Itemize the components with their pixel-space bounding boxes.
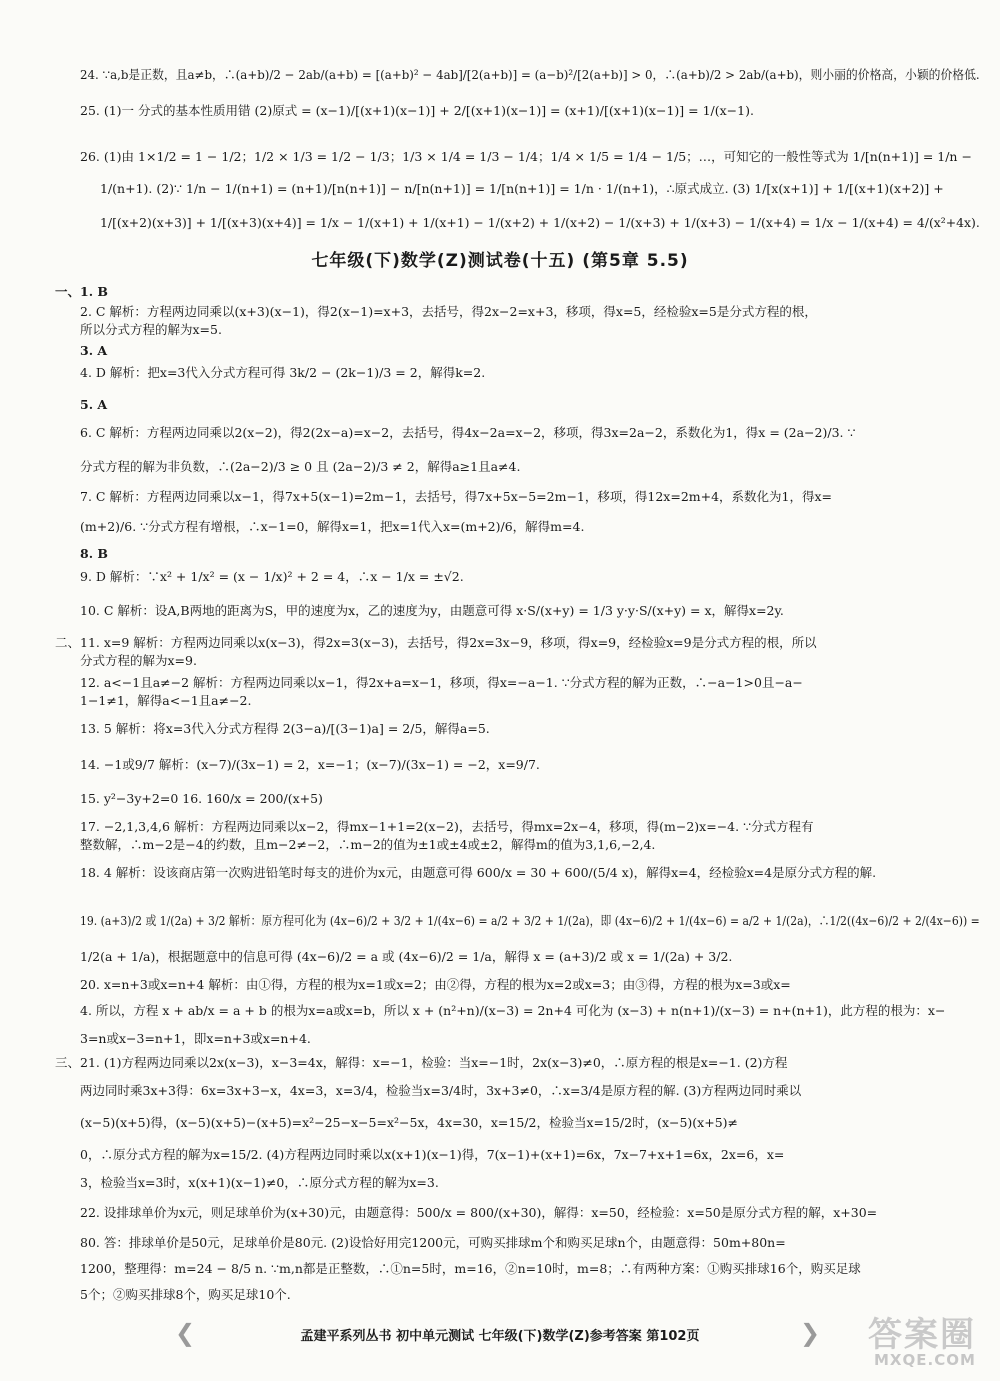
answer-22-line4: 5个；②购买排球8个，购买足球10个. xyxy=(80,1287,291,1302)
answer-1: 一、1. B xyxy=(55,284,108,299)
answer-24: 24. ∵a,b是正数，且a≠b，∴(a+b)/2 − 2ab/(a+b) = [(a+b)² − 4ab]/[2(a+b)] = (a−b)²/[2(a+b)] > 0，∴(a+b)/2 > 2ab/(a+b)，则小丽的价格高，小颖的价格低. xyxy=(80,67,980,82)
answer-26-line3: 1/[(x+2)(x+3)] + 1/[(x+3)(x+4)] = 1/x − 1/(x+1) + 1/(x+1) − 1/(x+2) + 1/(x+2) − 1/(x+3) + 1/(x+3) − 1/(x+4) = 1/x − 1/(x+4) = 4/(x²+4x). xyxy=(100,215,980,230)
chevron-right-icon: ❯ xyxy=(800,1319,821,1347)
answer-26-line1: 26. (1)由 1×1/2 = 1 − 1/2；1/2 × 1/3 = 1/2 − 1/3；1/3 × 1/4 = 1/3 − 1/4；1/4 × 1/5 = 1/4 − 1/5；…，可知它的一般性等式为 1/[n(n+1)] = 1/n − xyxy=(80,149,972,164)
answer-10: 10. C 解析：设A,B两地的距离为S，甲的速度为x，乙的速度为y，由题意可得 x·S/(x+y) = 1/3 y·y·S/(x+y) = x，解得x=2y. xyxy=(80,603,784,618)
answer-4: 4. D 解析：把x=3代入分式方程可得 3k/2 − (2k−1)/3 = 2，解得k=2. xyxy=(80,365,486,380)
answer-7-line1: 7. C 解析：方程两边同乘以x−1，得7x+5(x−1)=2m−1，去括号，得7x+5x−5=2m−1，移项，得12x=2m+4，系数化为1，得x= xyxy=(80,489,833,504)
answer-9: 9. D 解析：∵x² + 1/x² = (x − 1/x)² + 2 = 4，∴x − 1/x = ±√2. xyxy=(80,569,464,584)
answer-18: 18. 4 解析：设该商店第一次购进铅笔时每支的进价为x元，由题意可得 600/x = 30 + 600/(5/4 x)，解得x=4，经检验x=4是原分式方程的解. xyxy=(80,865,877,880)
answer-21-line5: 3，检验当x=3时，x(x+1)(x−1)≠0，∴原分式方程的解为x=3. xyxy=(80,1175,439,1190)
answer-5: 5. A xyxy=(80,397,108,412)
watermark-url: MXQE.COM xyxy=(874,1351,976,1369)
watermark-logo xyxy=(860,1305,990,1375)
answer-22-line1: 22. 设排球单价为x元，则足球单价为(x+30)元，由题意得：500/x = 800/(x+30)，解得：x=50，经检验：x=50是原分式方程的解，x+30= xyxy=(80,1205,878,1220)
answer-20-line3: 3=n或x−3=n+1，即x=n+3或x=n+4. xyxy=(80,1031,311,1046)
test-title: 七年级(下)数学(Z)测试卷(十五) (第5章 5.5) xyxy=(311,251,689,271)
answer-17-line1: 17. −2,1,3,4,6 解析：方程两边同乘以x−2，得mx−1+1=2(x−2)，去括号，得mx=2x−4，移项，得(m−2)x=−4. ∵分式方程有 xyxy=(80,819,814,834)
answer-3: 3. A xyxy=(80,343,108,358)
answer-14: 14. −1或9/7 解析：(x−7)/(3x−1) = 2，x=−1；(x−7)/(3x−1) = −2，x=9/7. xyxy=(80,757,540,772)
answer-20-line2: 4. 所以，方程 x + ab/x = a + b 的根为x=a或x=b，所以 x + (n²+n)/(x−3) = 2n+4 可化为 (x−3) + n(n+1)/(x−3) = n+(n+1)，此方程的根为：x− xyxy=(80,1003,946,1018)
chevron-left-icon: ❮ xyxy=(175,1319,196,1347)
answer-6-line1: 6. C 解析：方程两边同乘以2(x−2)，得2(2x−a)=x−2，去括号，得4x−2a=x−2，移项，得3x=2a−2，系数化为1，得x = (2a−2)/3. ∵ xyxy=(80,425,856,440)
answer-19-line1: 19. (a+3)/2 或 1/(2a) + 3/2 解析：原方程可化为 (4x−6)/2 + 3/2 + 1/(4x−6) = a/2 + 3/2 + 1/(2a)，即 (4x−6)/2 + 1/(4x−6) = a/2 + 1/(2a)，∴1/2((4x−6)/2 + 2/(4x−6)) = xyxy=(80,913,980,928)
answer-25: 25. (1)一 分式的基本性质用错 (2)原式 = (x−1)/[(x+1)(x−1)] + 2/[(x+1)(x−1)] = (x+1)/[(x+1)(x−1)] = 1/(x−1). xyxy=(80,103,754,118)
answer-15-16: 15. y²−3y+2=0 16. 160/x = 200/(x+5) xyxy=(80,791,323,806)
answer-21-line2: 两边同时乘3x+3得：6x=3x+3−x，4x=3，x=3/4，检验当x=3/4时，3x+3≠0，∴x=3/4是原方程的解. (3)方程两边同时乘以 xyxy=(80,1083,802,1098)
answer-21-line3: (x−5)(x+5)得，(x−5)(x+5)−(x+5)=x²−25−x−5=x²−5x，4x=30，x=15/2，检验当x=15/2时，(x−5)(x+5)≠ xyxy=(80,1115,738,1130)
answer-8: 8. B xyxy=(80,546,108,561)
answer-19-line2: 1/2(a + 1/a)，根据题意中的信息可得 (4x−6)/2 = a 或 (4x−6)/2 = 1/a，解得 x = (a+3)/2 或 x = 1/(2a) + 3/2. xyxy=(80,949,733,964)
answer-2-line2: 所以分式方程的解为x=5. xyxy=(80,322,222,337)
answer-11-line2: 分式方程的解为x=9. xyxy=(80,653,197,668)
answer-20-line1: 20. x=n+3或x=n+4 解析：由①得，方程的根为x=1或x=2；由②得，方程的根为x=2或x=3；由③得，方程的根为x=3或x= xyxy=(80,977,791,992)
answer-12-line1: 12. a<−1且a≠−2 解析：方程两边同乘以x−1，得2x+a=x−1，移项，得x=−a−1. ∵分式方程的解为正数，∴−a−1>0且−a− xyxy=(80,675,803,690)
answer-11-line1: 二、11. x=9 解析：方程两边同乘以x(x−3)，得2x=3(x−3)，去括号，得2x=3x−9，移项，得x=9，经检验x=9是分式方程的根，所以 xyxy=(55,635,817,650)
answer-12-line2: 1−1≠1，解得a<−1且a≠−2. xyxy=(80,693,252,708)
answer-21-line4: 0，∴原分式方程的解为x=15/2. (4)方程两边同时乘以x(x+1)(x−1)得，7(x−1)+(x+1)=6x，7x−7+x+1=6x，2x=6，x= xyxy=(80,1147,785,1162)
watermark-logo-text: 答案圈 xyxy=(868,1315,976,1355)
answer-17-line2: 整数解，∴m−2是−4的约数，且m−2≠−2，∴m−2的值为±1或±4或±2，解得m的值为3,1,6,−2,4. xyxy=(80,837,656,852)
footer-text: 孟建平系列丛书 初中单元测试 七年级(下)数学(Z)参考答案 第102页 xyxy=(300,1329,700,1344)
answer-21-line1: 三、21. (1)方程两边同乘以2x(x−3)，x−3=4x，解得：x=−1，检验：当x=−1时，2x(x−3)≠0，∴原方程的根是x=−1. (2)方程 xyxy=(55,1055,788,1070)
answer-22-line2: 80. 答：排球单价是50元，足球单价是80元. (2)设恰好用完1200元，可购买排球m个和购买足球n个，由题意得：50m+80n= xyxy=(80,1235,786,1250)
answer-7-line2: (m+2)/6. ∵分式方程有增根，∴x−1=0，解得x=1，把x=1代入x=(m+2)/6，解得m=4. xyxy=(80,519,585,534)
answer-26-line2: 1/(n+1). (2)∵ 1/n − 1/(n+1) = (n+1)/[n(n+1)] − n/[n(n+1)] = 1/[n(n+1)] = 1/n · 1/(n+1)，∴原式成立. (3) 1/[x(x+1)] + 1/[(x+1)(x+2)] + xyxy=(100,181,944,196)
answer-13: 13. 5 解析：将x=3代入分式方程得 2(3−a)/[(3−1)a] = 2/5，解得a=5. xyxy=(80,721,490,736)
answer-22-line3: 1200，整理得：m=24 − 8/5 n. ∵m,n都是正整数，∴①n=5时，m=16，②n=10时，m=8；∴有两种方案：①购买排球16个，购买足球 xyxy=(80,1261,861,1276)
answer-2-line1: 2. C 解析：方程两边同乘以(x+3)(x−1)，得2(x−1)=x+3，去括号，得2x−2=x+3，移项，得x=5，经检验x=5是分式方程的根， xyxy=(80,304,817,319)
answer-6-line2: 分式方程的解为非负数，∴(2a−2)/3 ≥ 0 且 (2a−2)/3 ≠ 2，解得a≥1且a≠4. xyxy=(80,459,521,474)
